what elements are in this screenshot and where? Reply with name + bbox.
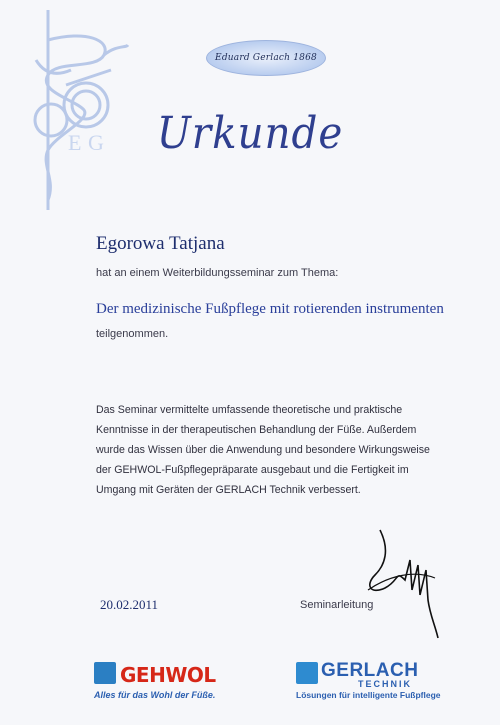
certificate-title: Urkunde <box>156 108 344 159</box>
handwritten-signature <box>360 520 440 640</box>
gehwol-slogan: Alles für das Wohl der Füße. <box>94 690 216 700</box>
description-line: Das Seminar vermittelte umfassende theoretische und praktische <box>96 404 403 416</box>
description-line: Kenntnisse in der therapeutischen Behandlung der Füße. Außerdem <box>96 424 417 436</box>
gehwol-foot-icon <box>94 662 116 684</box>
gerlach-g-icon <box>296 662 318 684</box>
svg-text:E: E <box>68 130 82 155</box>
gehwol-brand-name: GEHWOL <box>120 663 216 687</box>
certificate-date: 20.02.2011 <box>100 597 159 612</box>
intro-text: hat an einem Weiterbildungsseminar zum Thema: <box>96 267 339 279</box>
gerlach-slogan: Lösungen für intelligente Fußpflege <box>296 690 441 700</box>
participation-text: teilgenommen. <box>96 328 169 340</box>
gerlach-brand-name: GERLACH <box>321 660 419 681</box>
signature-label: Seminarleitung <box>300 599 374 611</box>
description-line: der GEHWOL-Fußpflegepräparate ausgebaut und die Fertigkeit im <box>96 464 409 476</box>
description-line: Umgang mit Geräten der GERLACH Technik verbessert. <box>96 484 361 496</box>
description-paragraph <box>96 400 436 500</box>
svg-text:G: G <box>88 130 104 155</box>
gehwol-logo <box>94 662 254 712</box>
seminar-topic: Der medizinische Fußpflege mit rotierenden instrumenten <box>96 301 444 317</box>
recipient-name: Egorowa Tatjana <box>96 233 225 254</box>
description-line: wurde das Wissen über die Anwendung und besondere Wirkungsweise <box>96 444 430 456</box>
gerlach-brand-sub: TECHNIK <box>358 679 412 689</box>
gerlach-logo <box>296 660 446 710</box>
heritage-seal <box>206 40 326 76</box>
seal-text: Eduard Gerlach 1868 <box>215 53 317 63</box>
